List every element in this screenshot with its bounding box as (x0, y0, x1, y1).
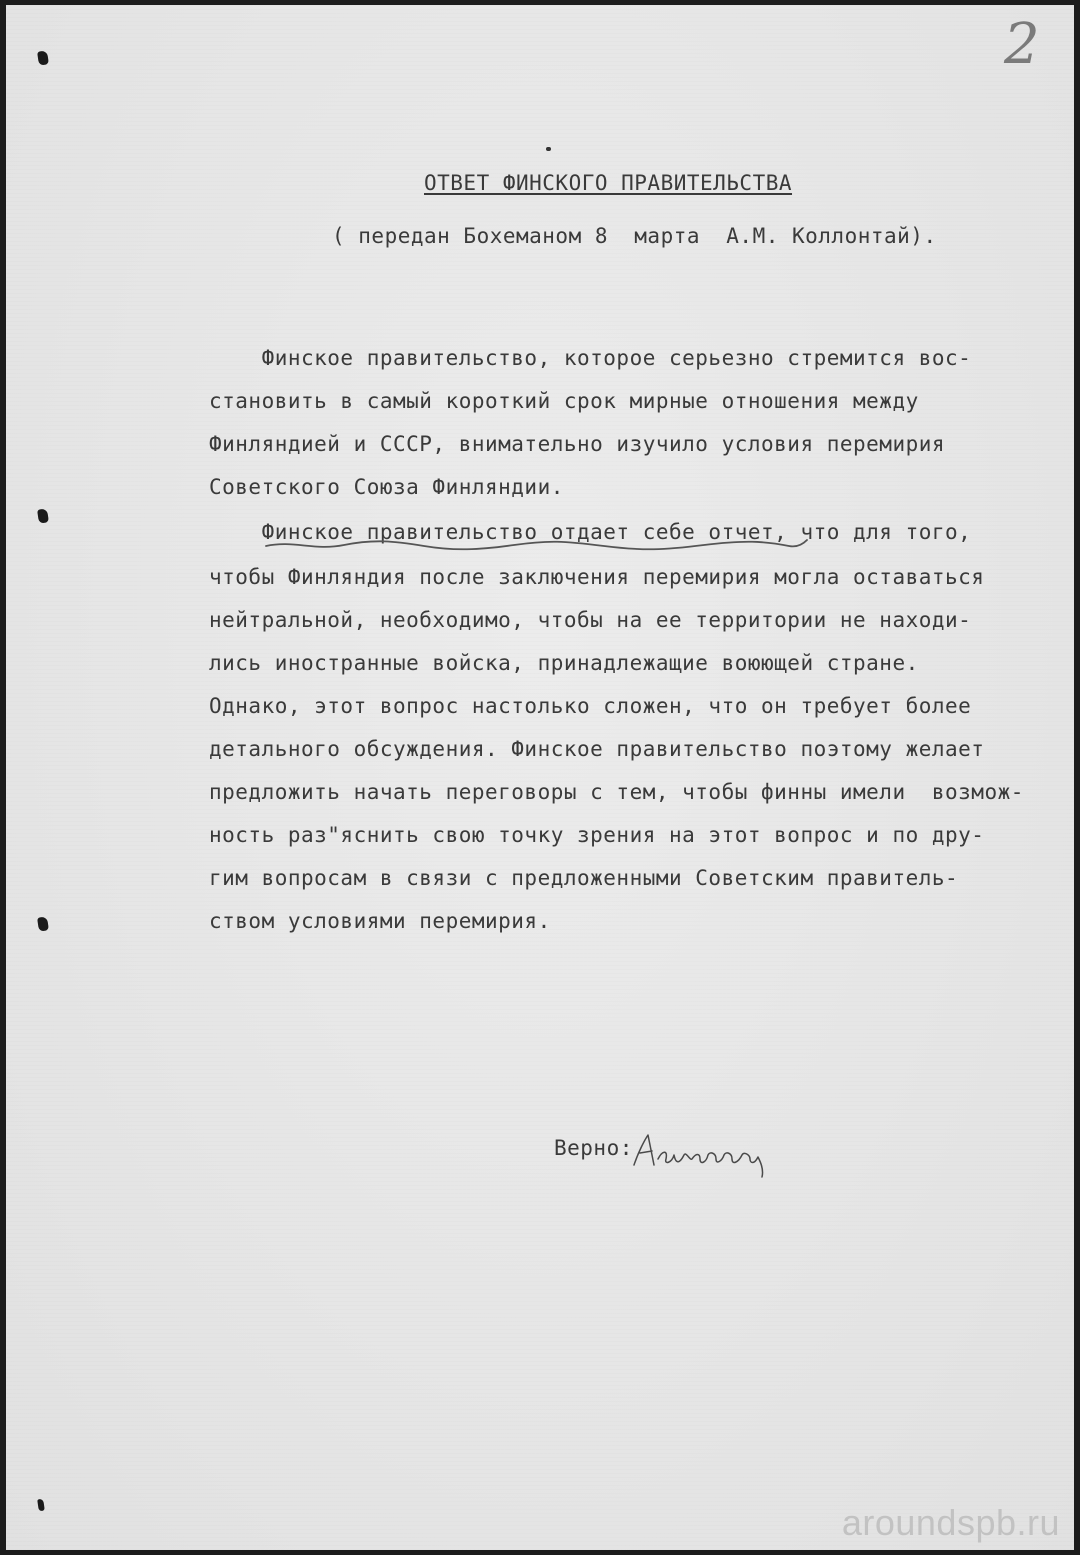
punch-hole-1 (37, 50, 49, 65)
ink-dot (546, 147, 551, 151)
body-line: Финское правительство отдает себе отчет, что для того, (209, 520, 972, 544)
document-page (6, 5, 1074, 1550)
watermark: aroundspb.ru (841, 1502, 1060, 1543)
body-line: гим вопросам в связи с предложенными Советским правитель- (209, 866, 959, 890)
body-line: нейтральной, необходимо, чтобы на ее территории не находи- (209, 608, 972, 632)
document-subtitle: ( передан Бохеманом 8 марта А.М. Коллонтай). (332, 224, 937, 248)
body-line: ность раз"яснить свою точку зрения на этот вопрос и по дру- (209, 823, 985, 847)
document-title: ОТВЕТ ФИНСКОГО ПРАВИТЕЛЬСТВА (424, 171, 793, 195)
body-line: Однако, этот вопрос настолько сложен, что он требует более (209, 694, 972, 718)
page-number: 2 (1004, 12, 1040, 77)
body-line: чтобы Финляндия после заключения перемирия могла оставаться (209, 565, 985, 589)
body-line: предложить начать переговоры с тем, чтобы финны имели возмож- (209, 780, 1024, 804)
punch-hole-4 (37, 1499, 45, 1512)
handwritten-underline (264, 537, 809, 553)
punch-hole-3 (37, 916, 49, 931)
verno-label: Верно: (554, 1136, 633, 1160)
body-line: детального обсуждения. Финское правительство поэтому желает (209, 737, 985, 761)
body-line: Финляндией и СССР, внимательно изучило условия перемирия (209, 432, 946, 456)
body-line: лись иностранные войска, принадлежащие воюющей стране. (209, 651, 919, 675)
punch-hole-2 (37, 508, 49, 523)
handwritten-signature (628, 1125, 778, 1181)
body-line: ством условиями перемирия. (209, 909, 551, 933)
body-line: Финское правительство, которое серьезно стремится вос- (209, 346, 972, 370)
body-line: Советского Союза Финляндии. (209, 475, 564, 499)
body-line: становить в самый короткий срок мирные отношения между (209, 389, 919, 413)
